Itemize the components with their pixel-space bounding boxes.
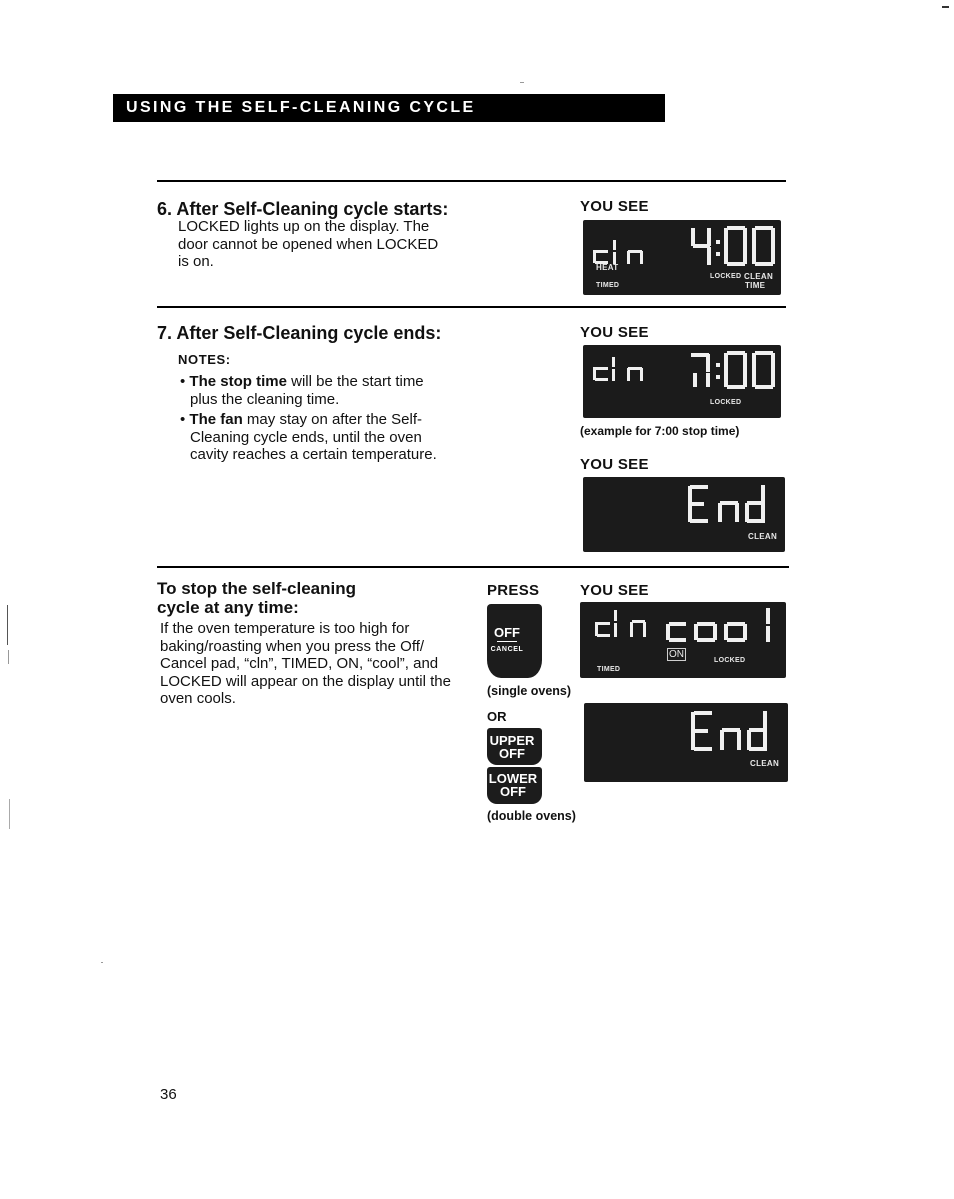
lower-off-button[interactable] <box>487 767 542 804</box>
stop-on-indicator: ON <box>669 649 684 660</box>
off-button-sublabel: CANCEL <box>490 646 524 653</box>
page-number: 36 <box>160 1086 177 1103</box>
off-button-label: OFF <box>494 625 520 640</box>
margin-scan-line-3 <box>9 799 10 829</box>
upper-button-line2: OFF <box>499 746 525 761</box>
margin-scan-line <box>7 605 8 645</box>
step6-heat-indicator: HEAT <box>596 263 619 272</box>
step7-example-caption: (example for 7:00 stop time) <box>580 424 740 438</box>
step7-you-see-label-2: YOU SEE <box>580 456 649 473</box>
step7-notes-label: NOTES: <box>178 352 231 367</box>
divider-1 <box>157 180 786 182</box>
step6-locked-indicator: LOCKED <box>710 273 742 280</box>
section-header-title: USING THE SELF-CLEANING CYCLE <box>126 99 476 116</box>
stop-display2-segments <box>584 703 788 782</box>
step7-oven-display-1 <box>583 345 781 418</box>
stop-display2-clean-indicator: CLEAN <box>750 759 780 768</box>
step7-display1-segments <box>583 345 781 418</box>
stop-oven-display-2 <box>584 703 788 782</box>
stop-locked-indicator: LOCKED <box>714 657 746 664</box>
step6-time-indicator: TIME <box>745 281 766 290</box>
stop-heading: To stop the self-cleaning cycle at any time: <box>157 579 356 617</box>
step6-timed-indicator: TIMED <box>596 282 620 289</box>
or-label: OR <box>487 709 507 724</box>
single-ovens-caption: (single ovens) <box>487 684 572 698</box>
step7-you-see-label-1: YOU SEE <box>580 324 649 341</box>
step6-oven-display <box>583 220 781 295</box>
step6-body: LOCKED lights up on the display. The door cannot be opened when LOCKED is on. <box>178 218 439 270</box>
divider-3 <box>157 566 789 568</box>
stop-timed-indicator: TIMED <box>597 666 621 673</box>
lower-button-line2: OFF <box>500 784 526 799</box>
stop-press-label: PRESS <box>487 582 540 599</box>
step6-clean-indicator: CLEAN <box>744 272 774 281</box>
step7-heading: 7. After Self-Cleaning cycle ends: <box>157 323 442 343</box>
step6-you-see-label: YOU SEE <box>580 198 649 215</box>
lower-button-line1: LOWER <box>488 771 538 786</box>
upper-button-line1: UPPER <box>489 733 535 748</box>
scan-mark <box>942 6 949 8</box>
step7-bullet-1: • The stop time will be the start time plus the cleaning time. <box>180 373 424 408</box>
step7-locked-indicator: LOCKED <box>710 399 742 406</box>
upper-off-button[interactable] <box>487 728 542 765</box>
step7-oven-display-2 <box>583 477 785 552</box>
scan-speck <box>520 82 524 83</box>
stop-you-see-label: YOU SEE <box>580 582 649 599</box>
stop-body: If the oven temperature is too high for baking/roasting when you press the Off/ Cancel pad, “cln”, TIMED, ON, “cool”, and LOCKED will appear on the display until the oven cools. <box>160 620 451 707</box>
step6-heading: 6. After Self-Cleaning cycle starts: <box>157 199 449 219</box>
scan-dot <box>101 962 103 963</box>
step7-bullet-2: • The fan may stay on after the Self- Cleaning cycle ends, until the oven cavity reaches a certain temperature. <box>180 411 437 463</box>
margin-scan-line-2 <box>8 650 9 664</box>
off-cancel-button[interactable] <box>487 604 542 678</box>
step7-display2-clean-indicator: CLEAN <box>748 532 778 541</box>
off-button-underline <box>497 641 517 642</box>
stop-oven-display-1 <box>580 602 786 678</box>
double-ovens-caption: (double ovens) <box>487 809 576 823</box>
divider-2 <box>157 306 786 308</box>
